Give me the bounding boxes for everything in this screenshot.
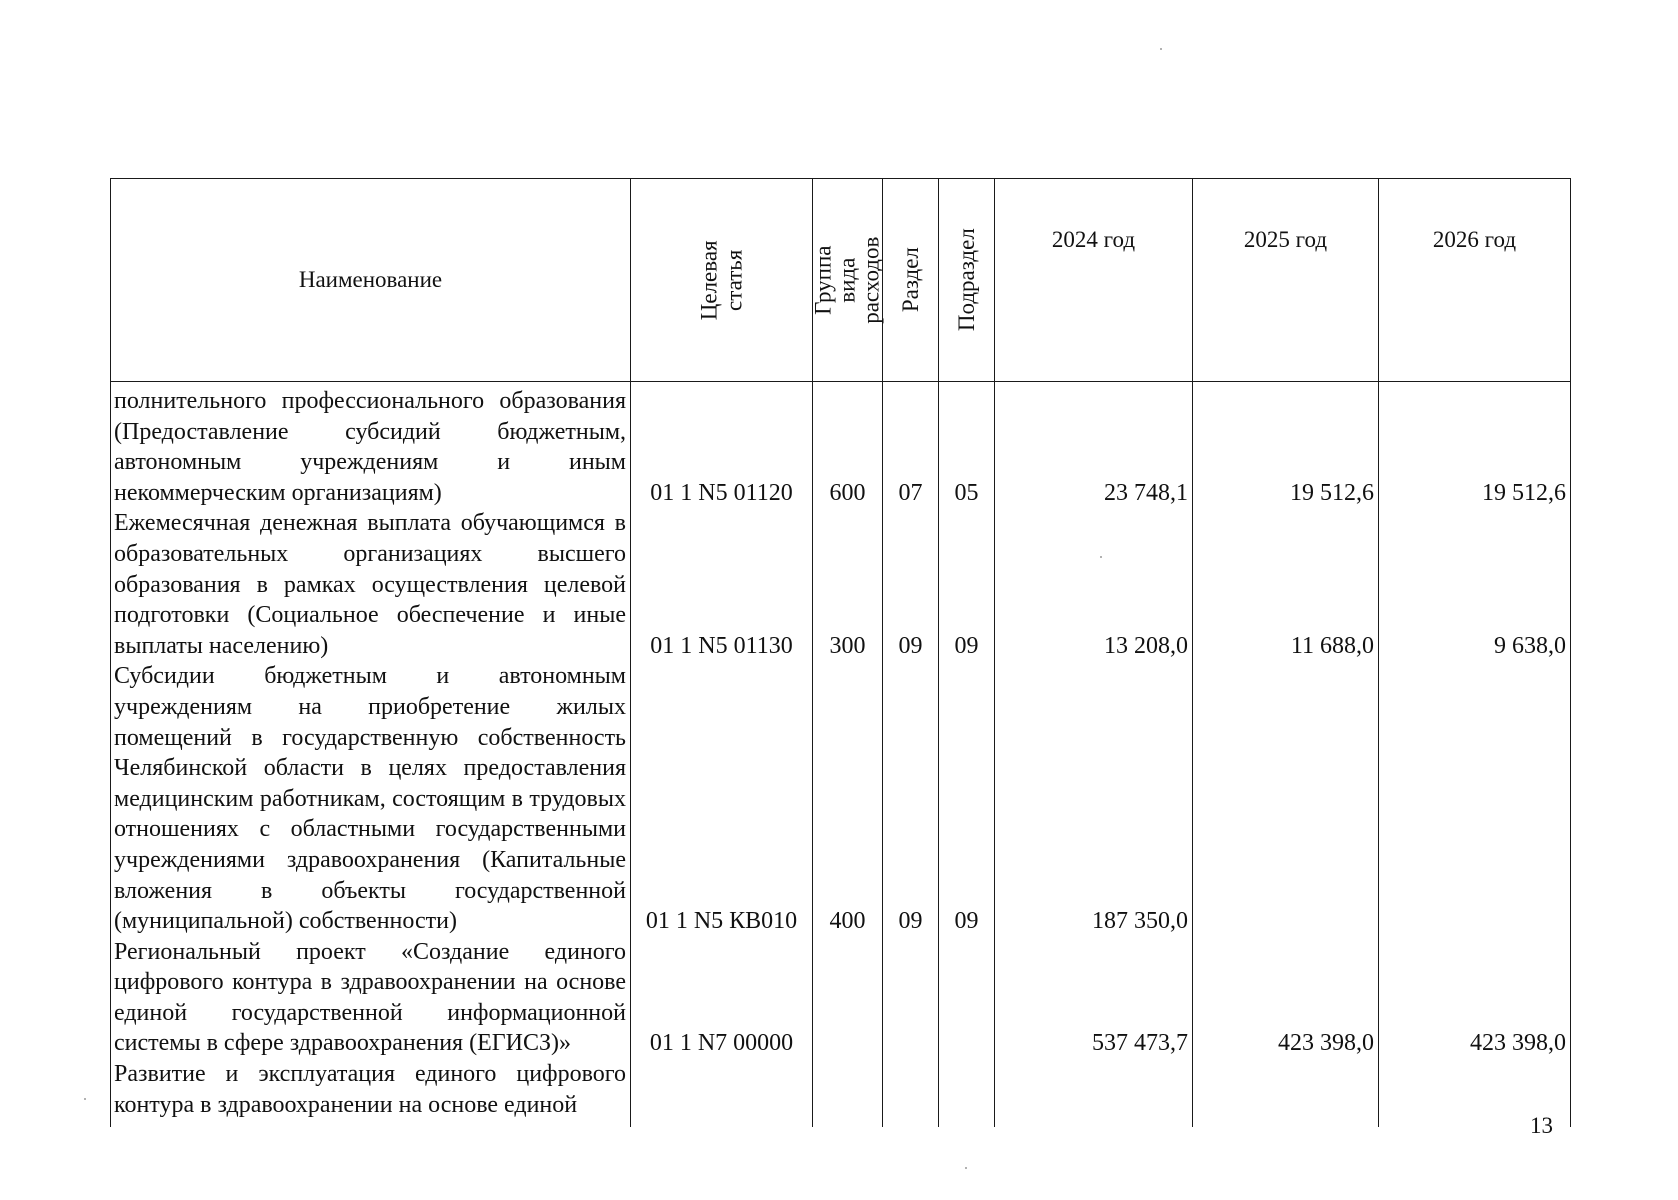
row-value-2025: 423 398,0 [1193,937,1379,1059]
header-target-article-label: Целевая статья [696,240,747,320]
table-row [111,382,1571,509]
row-section: 09 [883,508,939,661]
budget-table-container [110,178,1570,1118]
row-subsection: 09 [939,508,995,661]
row-section [883,1059,939,1127]
header-name [111,179,631,382]
row-value-2026: 19 512,6 [1379,382,1571,509]
row-section: 09 [883,661,939,936]
row-name: Ежемесячная денежная выплата обучающимся в образовательных организациях высшего образования в рамках осуществления целевой подготовки (Социальное обеспечение и иные выплаты населению) [111,508,631,661]
row-subsection [939,937,995,1059]
row-value-2025 [1193,661,1379,936]
header-target-article [631,179,813,382]
header-year-2026-label: 2026 год [1432,227,1517,252]
header-section-label: Раздел [897,247,923,313]
row-value-2024: 13 208,0 [995,508,1193,661]
row-name: полнительного профессионального образования (Предоставление субсидий бюджетным, автономным учреждениям и иным некоммерческим организациям) [111,382,631,509]
scan-speck [84,1098,86,1100]
row-target-article: 01 1 N5 01120 [631,382,813,509]
row-value-2026: 9 638,0 [1379,508,1571,661]
header-year-2025-label: 2025 год [1243,227,1328,252]
scan-speck [965,1167,967,1169]
row-target-article: 01 1 N5 01130 [631,508,813,661]
row-section: 07 [883,382,939,509]
row-target-article [631,1059,813,1127]
header-section [883,179,939,382]
budget-table [110,178,1571,1127]
scan-speck [1160,48,1162,50]
row-value-2024: 537 473,7 [995,937,1193,1059]
row-value-2025: 19 512,6 [1193,382,1379,509]
row-expense-group: 600 [813,382,883,509]
header-year-2024 [995,179,1193,382]
header-year-2024-label: 2024 год [1051,227,1136,252]
row-expense-group [813,1059,883,1127]
row-value-2025 [1193,1059,1379,1127]
row-value-2024: 23 748,1 [995,382,1193,509]
header-expense-group [810,179,884,382]
header-year-2026 [1379,179,1571,382]
row-expense-group: 400 [813,661,883,936]
row-name: Региональный проект «Создание единого цифрового контура в здравоохранении на основе единой государственной информационной системы в сфере здравоохранения (ЕГИСЗ)» [111,937,631,1059]
header-subsection [939,179,995,382]
table-row [111,937,1571,1059]
row-subsection: 09 [939,661,995,936]
row-value-2025: 11 688,0 [1193,508,1379,661]
row-value-2026 [1379,661,1571,936]
table-header-row [111,179,1571,382]
row-value-2026: 423 398,0 [1379,937,1571,1059]
row-target-article: 01 1 N5 КВ010 [631,661,813,936]
row-value-2024 [995,1059,1193,1127]
row-section [883,937,939,1059]
row-name: Субсидии бюджетным и автономным учреждениям на приобретение жилых помещений в государственную собственность Челябинской области в целях предоставления медицинским работникам, состоящим в трудовых отношениях с областными государственными учреждениями здравоохранения (Капитальные вложения в объекты государственной (муниципальной) собственности) [111,661,631,936]
row-expense-group: 300 [813,508,883,661]
row-subsection [939,1059,995,1127]
row-value-2024: 187 350,0 [995,661,1193,936]
header-year-2025 [1193,179,1379,382]
row-name: Развитие и эксплуатация единого цифрового контура в здравоохранении на основе единой [111,1059,631,1127]
header-name-label: Наименование [298,267,443,292]
row-expense-group [813,937,883,1059]
row-target-article: 01 1 N7 00000 [631,937,813,1059]
header-expense-group-label: Группа вида расходов [810,236,884,324]
header-subsection-label: Подраздел [953,228,979,332]
table-row [111,508,1571,661]
table-row [111,1059,1571,1127]
table-row [111,661,1571,936]
row-subsection: 05 [939,382,995,509]
page-number: 13 [1530,1113,1553,1138]
